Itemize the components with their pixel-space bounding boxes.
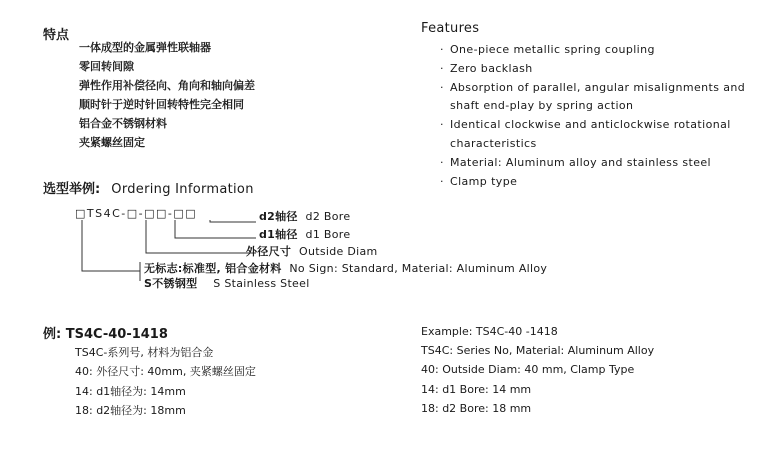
list-item: · Zero backlash: [440, 60, 745, 79]
list-item: 14: d1 Bore: 14 mm: [421, 382, 532, 396]
bullet: ·: [440, 80, 444, 94]
example-cn-title: 例: TS4C-40-1418: [43, 327, 168, 342]
ordering-label-standard: 无标志:标准型, 铝合金材料 No Sign: Standard, Material: Aluminum Alloy: [144, 262, 548, 275]
bullet: ·: [440, 43, 444, 56]
list-item: 18: d2轴径为: 18mm: [75, 403, 186, 417]
list-item: 零回转间隙: [79, 60, 134, 73]
features-cn-title: 特点: [43, 28, 70, 43]
list-item: 铝合金不锈钢材料: [79, 117, 167, 130]
list-item: 18: d2 Bore: 18 mm: [421, 401, 532, 415]
list-item: 夹紧螺丝固定: [79, 136, 145, 149]
list-item: TS4C-系列号, 材料为铝合金: [75, 346, 214, 359]
list-item: 弹性作用补偿径向、角向和轴向偏差: [79, 79, 255, 92]
list-item-continuation: characteristics: [450, 136, 537, 150]
ordering-label-d2: d2轴径 d2 Bore: [259, 210, 351, 223]
list-item: 顺时针于逆时针回转特性完全相同: [79, 98, 244, 111]
example-en-title: Example: TS4C-40 -1418: [421, 325, 558, 338]
bullet: ·: [440, 174, 444, 188]
list-item: · Clamp type: [440, 173, 745, 192]
example-cn-list: [75, 343, 256, 420]
example-en-list: [421, 341, 654, 418]
bullet: ·: [440, 155, 444, 169]
ordering-title-en: Ordering Information: [111, 182, 254, 197]
list-item: 一体成型的金属弹性联轴器: [79, 41, 211, 54]
ordering-label-d1: d1轴径 d1 Bore: [259, 228, 351, 241]
list-item: · Absorption of parallel, angular misalignments and: [440, 79, 745, 98]
ordering-code: □TS4C-□-□□-□□: [75, 207, 198, 220]
bullet: ·: [440, 118, 444, 132]
features-en-title: Features: [421, 21, 480, 36]
list-item-continuation: shaft end-play by spring action: [450, 99, 634, 113]
ordering-title-cn: 选型举例:: [43, 182, 101, 197]
ordering-label-outside-diam: 外径尺寸 Outside Diam: [246, 245, 378, 258]
list-item: TS4C: Series No, Material: Aluminum Alloy: [421, 344, 655, 357]
list-item: 40: Outside Diam: 40 mm, Clamp Type: [421, 363, 635, 377]
list-item: · Material: Aluminum alloy and stainless steel: [440, 154, 745, 173]
list-item: · Identical clockwise and anticlockwise rotational: [440, 116, 745, 135]
ordering-label-stainless: S不锈钢型 S Stainless Steel: [144, 277, 310, 290]
list-item: 14: d1轴径为: 14mm: [75, 384, 186, 398]
list-item: · One-piece metallic spring coupling: [440, 41, 745, 60]
list-item: 40: 外径尺寸: 40mm, 夹紧螺丝固定: [75, 365, 256, 379]
bullet: ·: [440, 61, 444, 75]
